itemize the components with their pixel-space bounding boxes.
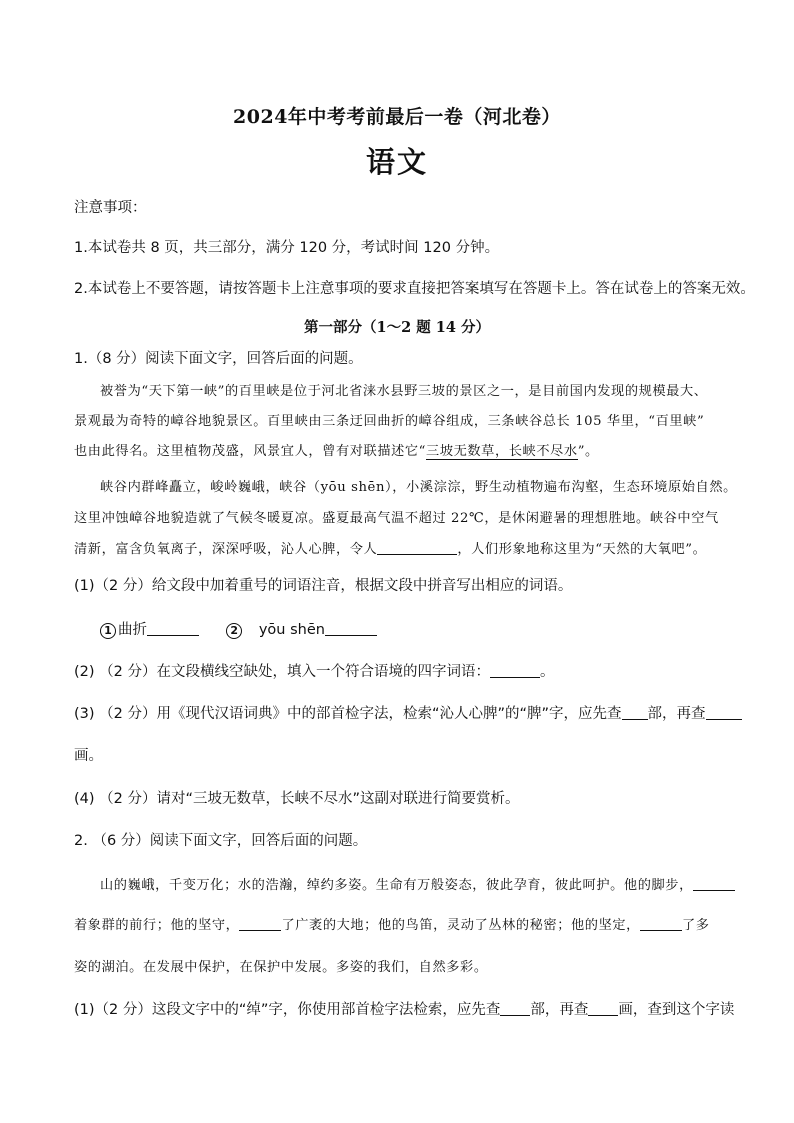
- q2-sub1-end: 画，查到这个字读: [618, 1002, 735, 1018]
- answer-blank-sub2[interactable]: [490, 663, 540, 678]
- q2-sub1: [74, 998, 734, 1019]
- q2-line1: [100, 874, 735, 893]
- notice-item-2: 2.本试卷上不要答题，请按答题卡上注意事项的要求直接把答案填写在答题卡上。答在试卷上的答案无效。: [74, 281, 755, 297]
- answer-blank-radical[interactable]: [622, 705, 648, 720]
- q2-line2-text: 着象群的前行；他的坚守，: [74, 918, 240, 933]
- q1-sub3-text: (3) （2 分）用《现代汉语词典》中的部首检字法，检索“沁人心脾”的“脾”字，应先查: [74, 706, 622, 722]
- notice-item-1: 1.本试卷共 8 页，共三部分，满分 120 分，考试时间 120 分钟。: [74, 240, 500, 256]
- answer-blank-q2-strokes[interactable]: [588, 1001, 618, 1016]
- subject-title: 语文: [365, 145, 428, 179]
- q2-line3: 姿的湖泊。在发展中保护，在保护中发展。多姿的我们，自然多彩。: [74, 960, 488, 975]
- answer-blank-strokes[interactable]: [706, 705, 742, 720]
- q1-sub2-text: (2) （2 分）在文段横线空缺处，填入一个符合语境的四字词语：: [74, 664, 490, 680]
- q2-line2-end: 了多: [681, 918, 710, 933]
- q2-line2-mid: 了广袤的大地；他的鸟笛，灵动了丛林的秘密；他的坚定，: [281, 918, 640, 933]
- circled-number-2: 2: [226, 623, 242, 639]
- answer-blank-word[interactable]: [325, 621, 377, 636]
- q1-para2-line3-end: ，人们形象地称这里为“天然的大氧吧”。: [457, 542, 707, 557]
- q1-sub2-end: 。: [539, 664, 555, 680]
- q1-sub3-end: 画。: [74, 748, 103, 764]
- q1-para2-line2: 这里冲蚀嶂谷地貌造就了气候冬暖夏凉。盛夏最高气温不超过 22℃，是休闲避暑的理想胜地。峡谷中空气: [74, 511, 719, 526]
- exam-title: 2024年中考考前最后一卷（河北卷）: [233, 106, 561, 128]
- q1-para1-line2: 景观最为奇特的嶂谷地貌景区。百里峡由三条迂回曲折的嶂谷组成，三条峡谷总长 105 华里，“百里峡”: [74, 414, 705, 429]
- answer-blank-pinyin[interactable]: [147, 621, 199, 636]
- q2-stem: 2. （6 分）阅读下面文字，回答后面的问题。: [74, 833, 368, 849]
- notice-heading: 注意事项：: [74, 200, 147, 216]
- q1-stem: 1.（8 分）阅读下面文字，回答后面的问题。: [74, 351, 363, 367]
- q1-para1-line3-end: ”。: [577, 444, 599, 459]
- q1-para1-line3: [74, 440, 599, 459]
- q2-line1-text: 山的巍峨，千变万化；水的浩瀚，绰约多姿。生命有万般姿态，彼此孕育，彼此呵护。他的脚步，: [100, 878, 693, 893]
- pinyin-you-shen: yōu shēn: [258, 622, 325, 638]
- q2-sub1-mid: 部，再查: [530, 1002, 589, 1018]
- q1-sub1-answers: [100, 618, 377, 639]
- q1-sub4: (4) （2 分）请对“三坡无数草，长峡不尽水”这副对联进行简要赏析。: [74, 791, 520, 807]
- answer-blank-q2-2[interactable]: [239, 916, 281, 931]
- q1-para2-line3: [74, 538, 706, 557]
- answer-blank-idiom[interactable]: [377, 540, 457, 555]
- q1-sub3-mid: 部，再查: [647, 706, 706, 722]
- q1-sub3: [74, 702, 742, 723]
- part-heading: 第一部分（1～2 题 14 分）: [304, 319, 490, 336]
- circled-number-1: 1: [100, 623, 116, 639]
- q1-para1-line3-text: 也由此得名。这里植物茂盛，风景宜人，曾有对联描述它“: [74, 444, 427, 459]
- q1-para1-line1: 被誉为“天下第一峡”的百里峡是位于河北省涞水县野三坡的景区之一，是目前国内发现的规模最大、: [100, 384, 708, 399]
- q1-para2-line3-text: 清新，富含负氧离子，深深呼吸，沁人心脾，令人: [74, 542, 378, 557]
- q2-line2: [74, 914, 710, 933]
- q1-para2-line1: 峡谷内群峰矗立，峻岭巍峨，峡谷（yōu shēn），小溪淙淙，野生动植物遍布沟壑，生态环境原始自然。: [100, 480, 737, 495]
- answer-blank-q2-3[interactable]: [640, 916, 682, 931]
- word-qu-zhe: 曲折: [118, 622, 147, 638]
- answer-blank-q2-1[interactable]: [693, 876, 735, 891]
- q1-sub2: [74, 660, 554, 681]
- q2-sub1-text: (1)（2 分）这段文字中的“绰”字，你使用部首检字法检索，应先查: [74, 1002, 501, 1018]
- answer-blank-q2-radical[interactable]: [500, 1001, 530, 1016]
- couplet-underlined: 三坡无数草，长峡不尽水: [426, 444, 578, 459]
- q1-sub1: (1)（2 分）给文段中加着重号的词语注音，根据文段中拼音写出相应的词语。: [74, 578, 573, 594]
